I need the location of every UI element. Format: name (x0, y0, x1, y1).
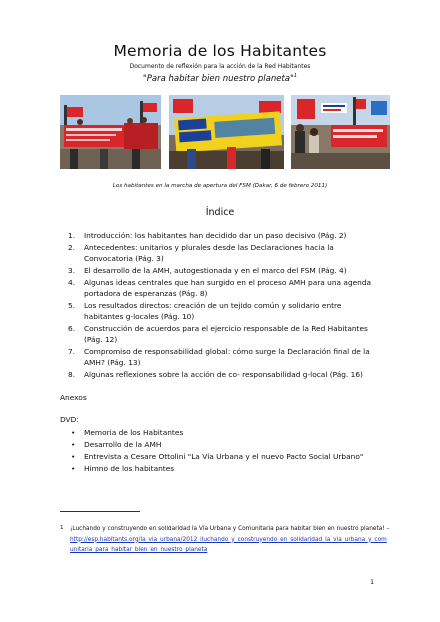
dvd-item (68, 463, 388, 475)
toc-item-number: 3. (68, 265, 76, 275)
toc-item-number: 7. (68, 346, 76, 356)
toc-item-text: Los resultados directos: creación de un tejido común y solidario entre habitantes g-locales (Pág. 10) (84, 300, 342, 321)
footnote-link[interactable]: http://esp.habitants.org/la_via_urbana/2012_iluchando_y_construyendo_en_solidaridad_la_via_urbana_y_comunitaria_para_habitar_bien_en_nuestro_planeta (70, 536, 387, 553)
march-photo-3 (291, 95, 390, 169)
march-photo-1 (60, 95, 161, 169)
toc-item[interactable] (68, 323, 380, 345)
dvd-label: DVD: (60, 415, 79, 424)
anexos-label: Anexos (60, 393, 87, 402)
toc-item[interactable] (68, 369, 380, 380)
toc-item[interactable] (68, 242, 380, 264)
toc-item-text: Algunas ideas centrales que han surgido en el proceso AMH para una agenda portadora de esperanzas (Pág. 8) (84, 277, 372, 298)
toc-item-text: Antecedentes: unitarios y plurales desde las Declaraciones hacia la Convocatoria (Pág. 3) (84, 242, 334, 263)
index-heading: Índice (205, 207, 235, 218)
toc-item-text: El desarrollo de la AMH, autogestionada y en el marco del FSM (Pág. 4) (84, 265, 347, 275)
tagline-footnote-ref: 1 (293, 73, 298, 79)
photo-caption: Los habitantes en la marcha de apertura del FSM (Dakar, 6 de febrero 2011) (112, 183, 328, 189)
page-number: 1 (370, 578, 375, 586)
bullet-icon: • (71, 428, 76, 437)
toc-item-text: Compromiso de responsabilidad global: cómo surge la Declaración final de la AMH? (Pág. 13) (84, 346, 370, 367)
dvd-item (68, 451, 388, 463)
toc-item[interactable] (68, 346, 380, 368)
dvd-item (68, 439, 388, 451)
toc-item-text: Introducción: los habitantes han decidido dar un paso decisivo (Pág. 2) (84, 231, 347, 240)
bullet-icon: • (71, 452, 76, 461)
dvd-item-text: Desarrollo de la AMH (84, 440, 162, 449)
footnote-divider (60, 511, 140, 512)
toc-item[interactable] (68, 277, 380, 299)
dvd-item-text: Memoria de los Habitantes (84, 428, 184, 437)
footnote (60, 524, 390, 556)
toc-item-number: 8. (68, 369, 76, 379)
document-subtitle: Documento de reflexión para la acción de la Red Habitantes (129, 63, 311, 70)
dvd-item-text: Entrevista a Cesare Ottolini "La Vía Urbana y el nuevo Pacto Social Urbano" (84, 452, 364, 461)
table-of-contents (68, 230, 380, 380)
toc-item[interactable] (68, 265, 380, 276)
document-tagline: "Para habitar bien nuestro planeta"$^1$ (142, 73, 298, 84)
toc-item-number: 4. (68, 277, 76, 287)
footnote-mark: 1 (60, 525, 64, 531)
toc-item-number: 2. (68, 242, 76, 252)
dvd-item (68, 427, 388, 439)
toc-item-text: Construcción de acuerdos para el ejercicio responsable de la Red Habitantes (Pág. 12) (84, 323, 368, 344)
bullet-icon: • (71, 464, 76, 473)
document-title: Memoria de los Habitantes (113, 42, 327, 60)
toc-item[interactable] (68, 230, 380, 241)
footnote-text: ¡Luchando y construyendo en solidaridad la Vía Urbana y Comunitaria para habitar bien en nuestro planeta! – (70, 526, 390, 532)
dvd-list (68, 427, 388, 475)
footnote-text-block (60, 524, 390, 556)
toc-item-text: Algunas reflexiones sobre la acción de co- responsabilidad g-local (Pág. 16) (84, 369, 363, 379)
march-photo-2 (169, 95, 284, 169)
dvd-item-text: Himno de los habitantes (84, 464, 175, 473)
toc-item-number: 6. (68, 323, 76, 333)
toc-item-number: 1. (68, 231, 76, 240)
toc-item-number: 5. (68, 300, 76, 310)
bullet-icon: • (71, 440, 76, 449)
toc-item[interactable] (68, 300, 380, 322)
